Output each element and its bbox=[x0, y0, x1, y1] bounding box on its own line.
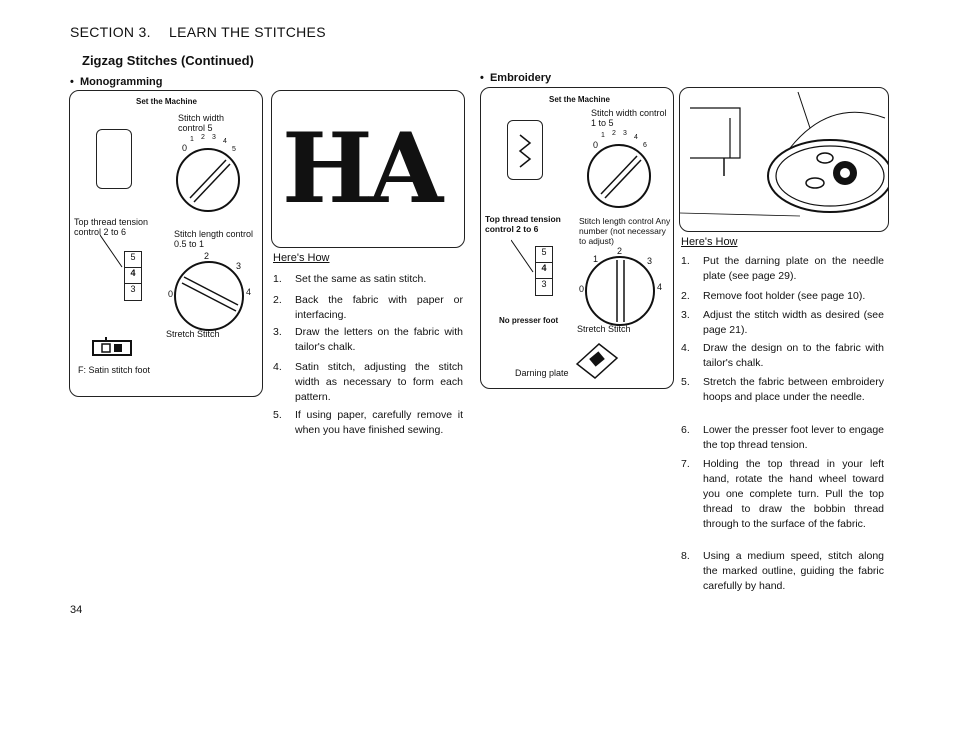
length-pointer-icon bbox=[176, 263, 242, 329]
step-number: 5. bbox=[681, 376, 690, 388]
tension-mark-5: 5 bbox=[536, 247, 552, 263]
step-number: 5. bbox=[273, 409, 282, 421]
tension-scale bbox=[124, 251, 142, 301]
set-machine-title: Set the Machine bbox=[136, 97, 197, 106]
step-number: 3. bbox=[681, 309, 690, 321]
length-tick-2: 2 bbox=[204, 251, 210, 261]
monogram-sample-letters: HA bbox=[282, 112, 440, 225]
step-number: 7. bbox=[681, 458, 690, 470]
width-tick-5: 5 bbox=[232, 146, 236, 153]
length-tick-4: 4 bbox=[657, 282, 663, 292]
tension-mark-4: 4 bbox=[125, 268, 141, 284]
length-pointer-icon bbox=[587, 258, 653, 324]
page-number: 34 bbox=[70, 604, 83, 616]
step-text: If using paper, carefully remove it when you have finished sewing. bbox=[295, 409, 463, 436]
stitch-length-label: Stitch length control Any number (not necessary to adjust) bbox=[579, 216, 671, 246]
step-text: Using a medium speed, stitch along the marked outline, guiding the fabric carefully by hand. bbox=[703, 550, 884, 592]
stretch-stitch-label: Stretch Stitch bbox=[577, 324, 631, 334]
width-tick-3: 3 bbox=[212, 134, 216, 141]
tension-label: Top thread tension control 2 to 6 bbox=[485, 214, 561, 234]
tension-mark-4: 4 bbox=[536, 263, 552, 279]
length-tick-0: 0 bbox=[168, 289, 174, 299]
stitch-length-dial bbox=[585, 256, 655, 326]
monogramming-howto-title: Here's How bbox=[273, 252, 330, 264]
embroidery-title: Embroidery bbox=[489, 72, 552, 84]
page-subtitle: Zigzag Stitches (Continued) bbox=[82, 53, 254, 68]
dial-pointer-icon bbox=[178, 150, 238, 210]
width-tick-1: 1 bbox=[190, 136, 194, 143]
step-number: 1. bbox=[681, 255, 690, 267]
tension-mark-3: 3 bbox=[130, 284, 136, 294]
stitch-width-label: Stitch width control 5 bbox=[178, 113, 225, 133]
no-presser-foot-label: No presser foot bbox=[499, 316, 559, 325]
stitch-length-label: Stitch length control 0.5 to 1 bbox=[174, 229, 254, 249]
section-title: LEARN THE STITCHES bbox=[169, 24, 326, 40]
width-tick-0: 0 bbox=[182, 143, 188, 153]
width-tick-4: 4 bbox=[634, 134, 638, 141]
width-tick-2: 2 bbox=[201, 134, 205, 141]
width-tick-1: 1 bbox=[601, 132, 605, 139]
step-text: Adjust the stitch width as desired (see page 21). bbox=[703, 309, 884, 336]
stitch-width-dial bbox=[587, 144, 651, 208]
width-tick-2: 2 bbox=[612, 130, 616, 137]
darning-plate-label: Darning plate bbox=[515, 368, 569, 378]
stretch-stitch-label: Stretch Stitch bbox=[166, 329, 220, 339]
embroidery-heading bbox=[480, 72, 551, 84]
step-number: 4. bbox=[273, 361, 282, 373]
darning-plate-icon bbox=[573, 342, 621, 380]
step-text: Satin stitch, adjusting the stitch width as necessary to form each pattern. bbox=[295, 361, 463, 403]
satin-foot-label: F: Satin stitch foot bbox=[78, 365, 151, 375]
monogramming-heading bbox=[70, 76, 162, 88]
width-tick-0: 0 bbox=[593, 140, 599, 150]
length-tick-4: 4 bbox=[246, 287, 252, 297]
length-tick-3: 3 bbox=[647, 256, 653, 266]
step-number: 1. bbox=[273, 273, 282, 285]
step-number: 6. bbox=[681, 424, 690, 436]
step-text: Holding the top thread in your left hand, rotate the hand wheel toward you one complete turn. Pull the top thread to draw the bobbin thread through to the surface of the fabric. bbox=[703, 458, 884, 530]
zigzag-icon bbox=[508, 121, 542, 179]
bullet-dot: • bbox=[70, 76, 80, 88]
tension-mark-3: 3 bbox=[541, 279, 547, 289]
set-machine-title: Set the Machine bbox=[549, 95, 610, 104]
step-text: Stretch the fabric between embroidery hoops and place under the needle. bbox=[703, 376, 884, 403]
step-number: 8. bbox=[681, 550, 690, 562]
stitch-width-label: Stitch width control 1 to 5 bbox=[591, 108, 667, 128]
step-text: Lower the presser foot lever to engage the top thread tension. bbox=[703, 424, 884, 451]
step-text: Draw the design on to the fabric with tailor's chalk. bbox=[703, 342, 884, 369]
step-number: 2. bbox=[273, 294, 282, 306]
monogram-sample-panel bbox=[271, 90, 465, 248]
length-tick-2: 2 bbox=[617, 246, 623, 256]
embroidery-settings-panel bbox=[480, 87, 674, 389]
step-number: 4. bbox=[681, 342, 690, 354]
pattern-window bbox=[507, 120, 543, 180]
step-text: Back the fabric with paper or interfacing. bbox=[295, 294, 463, 321]
step-text: Remove foot holder (see page 10). bbox=[703, 290, 866, 302]
tension-scale bbox=[535, 246, 553, 296]
stitch-width-dial bbox=[176, 148, 240, 212]
length-tick-3: 3 bbox=[236, 261, 242, 271]
length-tick-1: 1 bbox=[593, 254, 599, 264]
step-text: Put the darning plate on the needle plate (see page 29). bbox=[703, 255, 884, 282]
embroidery-illustration-panel bbox=[679, 87, 889, 232]
tension-mark-5: 5 bbox=[125, 252, 141, 268]
monogramming-title: Monogramming bbox=[79, 76, 163, 88]
width-tick-4: 4 bbox=[223, 138, 227, 145]
embroidery-hoop-illustration bbox=[680, 88, 888, 231]
tension-label: Top thread tension control 2 to 6 bbox=[74, 217, 149, 237]
width-tick-3: 3 bbox=[623, 130, 627, 137]
step-number: 3. bbox=[273, 326, 282, 338]
step-number: 2. bbox=[681, 290, 690, 302]
dial-pointer-icon bbox=[589, 146, 649, 206]
section-heading bbox=[70, 24, 326, 40]
embroidery-howto-title: Here's How bbox=[681, 236, 738, 248]
section-number: SECTION 3. bbox=[70, 24, 151, 40]
step-text: Set the same as satin stitch. bbox=[295, 273, 427, 285]
pattern-window bbox=[96, 129, 132, 189]
length-tick-0: 0 bbox=[579, 284, 585, 294]
stitch-length-dial bbox=[174, 261, 244, 331]
satin-foot-icon bbox=[92, 337, 134, 359]
monogramming-settings-panel bbox=[69, 90, 263, 397]
step-text: Draw the letters on the fabric with tailor's chalk. bbox=[295, 326, 463, 353]
bullet-dot: • bbox=[480, 72, 490, 84]
width-tick-6: 6 bbox=[643, 142, 647, 149]
